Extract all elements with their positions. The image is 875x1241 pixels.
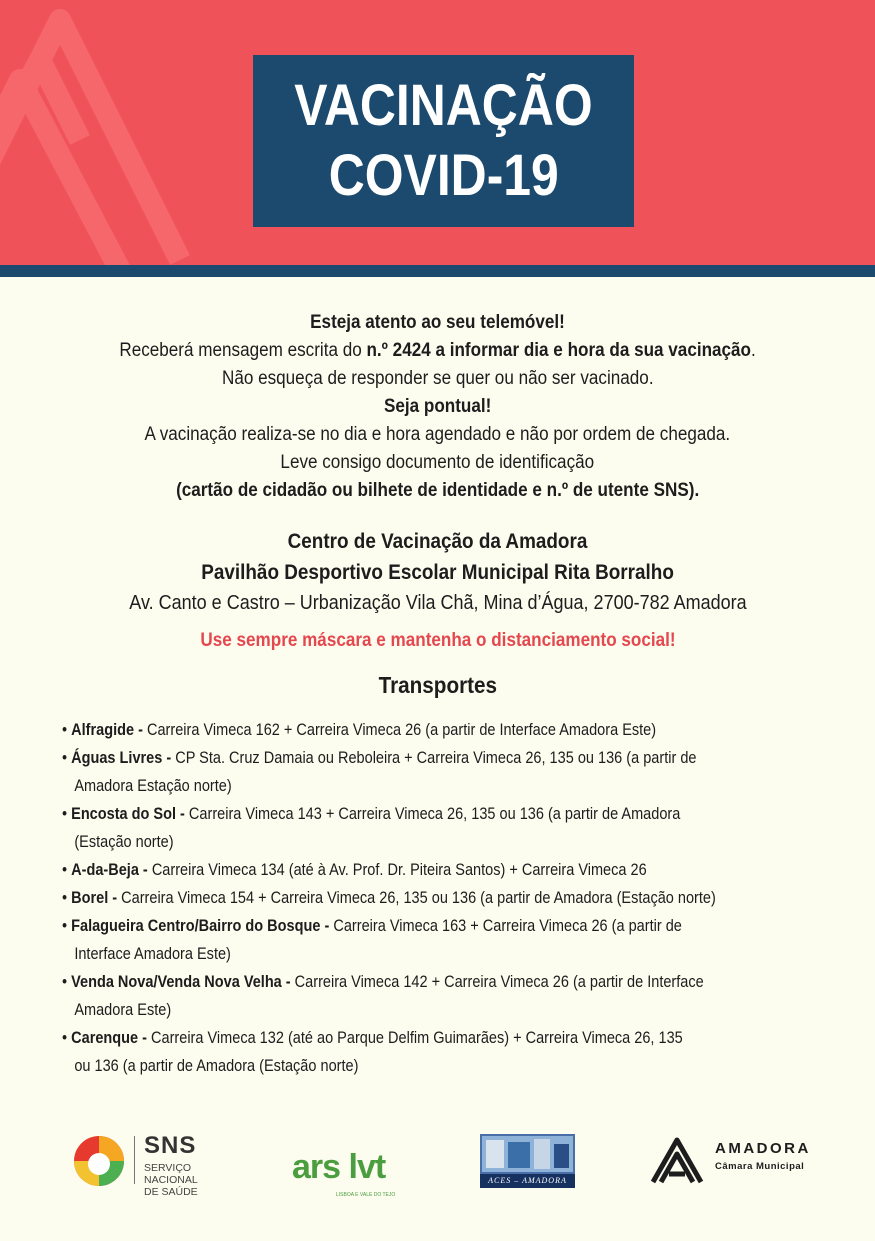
center-name: Centro de Vacinação da Amadora <box>287 530 588 553</box>
sns-separator <box>134 1136 135 1184</box>
transport-item: • Borel - Carreira Vimeca 154 + Carreira Vimeca 26, 135 ou 136 (a partir de Amadora (Estação norte) <box>62 889 716 907</box>
mask-warning: Use sempre máscara e mantenha o distanciamento social! <box>199 630 676 651</box>
sns-logo <box>72 1132 242 1198</box>
center-address: Av. Canto e Castro – Urbanização Vila Chã, Mina d’Água, 2700-782 Amadora <box>128 592 747 614</box>
intro-heading-phone: Esteja atento ao seu telemóvel! <box>310 312 565 333</box>
transport-item: • Alfragide - Carreira Vimeca 162 + Carreira Vimeca 26 (a partir de Interface Amadora Este) <box>62 721 657 739</box>
header-banner <box>0 0 875 265</box>
transport-item: • Falagueira Centro/Bairro do Bosque - Carreira Vimeca 163 + Carreira Vimeca 26 (a partir de Interface Amadora Este) <box>62 917 682 963</box>
intro-respond-line: Não esqueça de responder se quer ou não ser vacinado. <box>221 368 654 389</box>
transport-item: • Carenque - Carreira Vimeca 132 (até ao Parque Delfim Guimarães) + Carreira Vimeca 26, 135 ou 136 (a partir de Amadora (Estação norte) <box>62 1029 683 1075</box>
intro-section <box>40 309 835 505</box>
center-venue: Pavilhão Desportivo Escolar Municipal Rita Borralho <box>201 561 674 584</box>
ars-lvt-text: ars lvt <box>292 1148 386 1186</box>
ars-lvt-logo <box>292 1132 412 1198</box>
intro-id-docs-line: (cartão de cidadão ou bilhete de identidade e n.º de utente SNS). <box>175 480 700 501</box>
transport-item: • A-da-Beja - Carreira Vimeca 134 (até à Av. Prof. Dr. Piteira Santos) + Carreira Vimeca 26 <box>62 861 647 879</box>
sns-subtitle: SERVIÇO NACIONAL DE SAÚDE <box>144 1162 198 1198</box>
amadora-symbol-watermark <box>0 0 220 265</box>
transport-list <box>62 716 822 1080</box>
intro-schedule-line: A vacinação realiza-se no dia e hora agendado e não por ordem de chegada. <box>144 424 731 445</box>
footer-logos <box>0 1120 875 1200</box>
aces-band-text: ACES – AMADORA <box>480 1174 575 1188</box>
transport-title: Transportes <box>378 672 497 698</box>
transport-item: • Encosta do Sol - Carreira Vimeca 143 + Carreira Vimeca 26, 135 ou 136 (a partir de Amadora (Estação norte) <box>62 805 681 851</box>
title-line-2: COVID-19 <box>328 143 559 208</box>
aces-amadora-logo <box>480 1134 575 1188</box>
transport-item: • Venda Nova/Venda Nova Velha - Carreira Vimeca 142 + Carreira Vimeca 26 (a partir de Interface Amadora Este) <box>62 973 704 1019</box>
intro-id-line: Leve consigo documento de identificação <box>280 452 595 473</box>
sns-name: SNS <box>144 1132 197 1159</box>
title-line-1: VACINAÇÃO <box>294 73 593 138</box>
intro-message-line: Receberá mensagem escrita do n.º 2424 a informar dia e hora da sua vacinação. <box>119 340 756 361</box>
title-box <box>253 55 634 227</box>
vaccination-center <box>40 526 835 619</box>
amadora-logo <box>650 1134 820 1188</box>
transport-item: • Águas Livres - CP Sta. Cruz Damaia ou Reboleira + Carreira Vimeca 26, 135 ou 136 (a partir de Amadora Estação norte) <box>62 749 697 795</box>
amadora-subtitle: Câmara Municipal <box>715 1161 805 1172</box>
intro-heading-punctual: Seja pontual! <box>383 396 492 417</box>
sns-circle-icon <box>72 1134 126 1188</box>
aces-photo-icon <box>482 1136 573 1172</box>
header-stripe <box>0 265 875 277</box>
amadora-name: AMADORA <box>715 1140 811 1157</box>
amadora-symbol-icon <box>650 1136 704 1186</box>
ars-lvt-tagline: LISBOA E VALE DO TEJO <box>336 1192 396 1198</box>
